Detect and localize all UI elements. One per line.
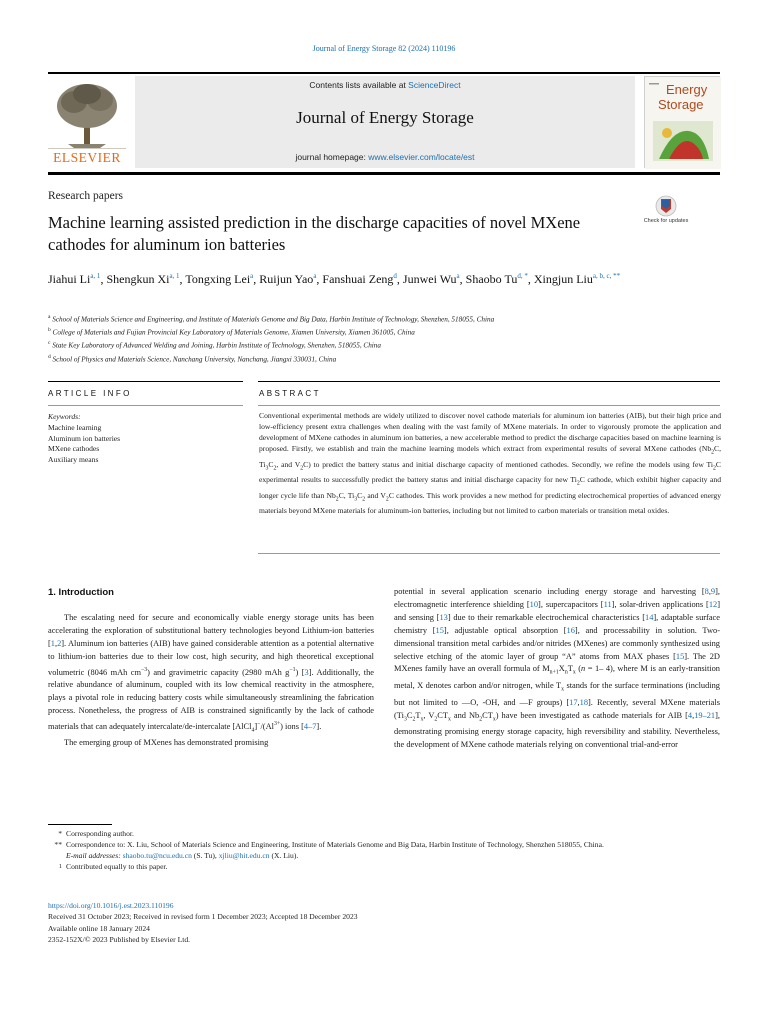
author-separator: , [253, 272, 260, 286]
abstract-text: Conventional experimental methods are widely utilized to discover novel cathode materials for aluminum ion batteries (AIB), but their high price and low-efficiency present extra challenges when dealing with the vast family of MXene materials. In order to vigorously promote the application and development of MXene cathodes in aluminum ion batteries, a new accelerable method to predict the discharge capacities based on machine learning is proposed. Firstly, we establish and train the machine learning models which extract from experimental results of several MXene cathodes ($Nb_2C$, $Ti_3C_2$, and $V_2C$) to predict the battery status and initial discharge capacity of mentioned cathodes. Secondly, we refine the models using few $Ti_2C$ experimental results to successfully predict the battery status and initial discharge capacity for new $Ti_2C$ cathode, which exhibit higher capacity and longer cycle life than $Nb_2C$, $Ti_3C_2$ and $V_2C$ cathodes. This work provides a new method for predicting electrochemical properties of advanced energy materials beyond MXene materials for aluminum-ion batteries, including but not limited to carbon materials or transition metal oxides. [259, 411, 721, 516]
citation-link[interactable]: 3 [304, 667, 309, 677]
abstract-bottom-rule [258, 553, 720, 554]
body-paragraph: The emerging group of MXenes has demonstrated promising [64, 738, 269, 748]
elsevier-logo [48, 78, 126, 166]
affiliation-text: School of Physics and Materials Science, Nanchang University, Nanchang, Jiangxi 330031, China [50, 354, 337, 363]
email-label: E-mail addresses: [66, 851, 123, 860]
publication-info [48, 900, 720, 946]
publisher-wordmark: ELSEVIER [53, 150, 121, 165]
body-paragraph: potential in several application scenario including energy storage and harvesting [8,9], electromagnetic interference shielding [10], supercapacitors [11], solar-driven applications [12] and sensing [13] due to their remarkable electrochemical characteristics [14], adaptable surface chemistry [15], adjustable optical absorption [16], and processability in solution. Two-dimensional transition metal carbides and/or nitrides (MXenes) are commonly synthesized using selective etching of the atomic layer of group “A” atoms from MAX phases [15]. The 2D MXenes family have an overall formula of $M_{n+1}X_nT_x$ (n = 1– 4), where M is an early-transition metal, X denotes carbon and/or nitrogen, while $T_x$ stands for the surface terminations (including but not limited to —O, -OH, and —F groups) [17,18]. Recently, several MXene materials ($Ti_3C_2T_x$, $V_2CT_x$ and $Nb_2CT_x$) have been investigated as cathode materials for AIB [4,19–21], demonstrating promising energy storage capacity, high reversibility and stability. Nevertheless, the development of MXene cathode materials relying on conventional trial-and-error [394, 587, 720, 749]
author-affiliation-marks[interactable]: a [456, 272, 460, 280]
author-affiliation-marks[interactable]: a [250, 272, 254, 280]
keywords-block [48, 412, 243, 466]
author-separator: , [316, 272, 323, 286]
copyright-notice: 2352-152X/© 2023 Published by Elsevier Ltd. [48, 935, 191, 945]
author-affiliation-marks[interactable]: d [393, 272, 397, 280]
footnote-text: Contributed equally to this paper. [66, 862, 168, 871]
author-affiliation-marks[interactable]: a, 1 [169, 272, 180, 280]
sciencedirect-link[interactable]: ScienceDirect [408, 80, 461, 90]
affiliation [48, 312, 720, 325]
affiliation [48, 352, 720, 365]
footnote-rule [48, 824, 112, 825]
affiliation [48, 338, 720, 351]
keywords-label: Keywords: [48, 412, 81, 421]
author-name: Shengkun Xi [106, 272, 170, 286]
running-header[interactable]: Journal of Energy Storage 82 (2024) 110196 [312, 44, 456, 53]
check-updates-label: Check for updates [643, 218, 689, 224]
contents-line [135, 80, 635, 90]
body-column-left [48, 612, 374, 750]
article-info-sub-rule [48, 405, 243, 406]
citation-link[interactable]: 2 [57, 638, 62, 648]
author-separator: , [459, 272, 466, 286]
affiliation-text: College of Materials and Fujian Provincial Key Laboratory of Materials Genome, Xiamen University, Xiamen 361005, China [50, 328, 415, 337]
citation-link[interactable]: 16 [566, 625, 575, 635]
email-link[interactable]: xjliu@hit.edu.cn [218, 851, 270, 860]
citation-link[interactable]: 4 [687, 710, 693, 720]
footnote-mark: ** [54, 840, 62, 849]
footnote [48, 828, 720, 839]
abstract-sub-rule [258, 405, 720, 406]
affiliation-text: State Key Laboratory of Advanced Welding and Joining, Harbin Institute of Technology, Shenzhen, 518055, China [50, 341, 381, 350]
footnote-emails [48, 850, 720, 861]
author-name: Junwei Wu [402, 272, 457, 286]
masthead-bottom-rule [48, 172, 720, 175]
citation-link[interactable]: 17 [569, 697, 578, 707]
author-list [48, 268, 648, 288]
citation-link[interactable]: 13 [439, 612, 448, 622]
keyword-item: Auxiliary means [48, 455, 99, 465]
citation-link[interactable]: 19–21 [694, 710, 716, 720]
citation-link[interactable]: 14 [645, 612, 654, 622]
homepage-line [135, 152, 635, 162]
article-info-top-rule [48, 381, 243, 382]
footnote-text: Correspondence to: X. Liu, School of Materials Science and Engineering, Institute of Materials Genome and Big Data, Harbin Institute of Technology, Shenzhen 518055, China. [66, 840, 604, 849]
author-affiliation-marks[interactable]: d, * [517, 272, 528, 280]
author-separator: , [100, 272, 107, 286]
masthead-top-rule [48, 72, 720, 74]
author-name: Fanshuai Zeng [322, 272, 394, 286]
journal-name: Journal of Energy Storage [296, 108, 474, 127]
author-name: Ruijun Yao [259, 272, 314, 286]
affiliation-mark: c [48, 340, 51, 347]
body-column-right [394, 586, 720, 752]
keyword-item: Machine learning [48, 422, 102, 432]
footnote [48, 861, 720, 875]
citation-link[interactable]: 11 [603, 599, 612, 609]
check-updates-icon [643, 194, 689, 232]
available-online: Available online 18 January 2024 [48, 923, 150, 933]
footnotes [48, 828, 720, 875]
author-name: Tongxing Lei [185, 272, 251, 286]
footnote [48, 839, 720, 850]
homepage-prefix: journal homepage: [295, 152, 369, 162]
doi-link[interactable]: https://doi.org/10.1016/j.est.2023.110196 [48, 901, 174, 910]
citation-link[interactable]: 10 [529, 599, 539, 609]
citation-link[interactable]: 18 [579, 697, 589, 707]
abstract-top-rule [258, 381, 720, 382]
author-affiliation-marks[interactable]: a, b, c, ** [592, 272, 621, 280]
footnote-text: Corresponding author. [66, 829, 134, 838]
article-type: Research papers [48, 190, 124, 202]
contents-prefix: Contents lists available at [309, 80, 409, 90]
citation-link[interactable]: 12 [708, 599, 718, 609]
author-affiliation-marks[interactable]: a, 1 [90, 272, 101, 280]
received-dates: Received 31 October 2023; Received in revised form 1 December 2023; Accepted 18 December 2023 [48, 912, 358, 922]
citation-link[interactable]: 9 [710, 587, 716, 596]
article-title: Machine learning assisted prediction in the discharge capacities of novel MXene cathodes for aluminum ion batteries [48, 213, 581, 254]
email-owner: (X. Liu). [269, 851, 299, 860]
affiliation-mark: b [48, 327, 51, 334]
author-separator: , [396, 272, 403, 286]
affiliation [48, 325, 720, 338]
footnote-mark: * [58, 829, 62, 838]
affiliation-mark: d [48, 353, 51, 360]
affiliation-text: School of Materials Science and Engineering, and Institute of Materials Genome and Big Data, Harbin Institute of Technology, Shenzhen, 518055, China [50, 315, 495, 324]
citation-link[interactable]: 15 [675, 651, 685, 661]
author-name: Shaobo Tu [465, 272, 518, 286]
footnote-mark: 1 [58, 863, 62, 870]
citation-link[interactable]: 1 [50, 638, 55, 648]
affiliation-list [48, 312, 720, 365]
author-separator: , [527, 272, 534, 286]
author-name: Jiahui Li [48, 272, 91, 286]
author-name: Xingjun Liu [533, 272, 593, 286]
article-info-heading: ARTICLE INFO [48, 389, 132, 398]
email-owner: (S. Tu), [191, 851, 219, 860]
cover-title-line1: Energy [666, 82, 708, 97]
citation-link[interactable]: 8 [704, 587, 709, 596]
author-affiliation-marks[interactable]: a [313, 272, 317, 280]
author-separator: , [179, 272, 186, 286]
email-link[interactable]: shaobo.tu@ncu.edu.cn [122, 851, 192, 860]
citation-link[interactable]: 15 [435, 625, 444, 635]
body-paragraph: The escalating need for secure and economically viable energy storage units has been accelerating the exploration of substitutional battery technologies beyond Lithium-ion batteries [1,2]. Aluminum ion batteries (AIB) have gained considerable attention as a potential alternative to lithium-ion batteries due to their low cost, high security, and high theoretical exceptional volumetric (8046 mAh $cm^{-3}$) and gravimetric capacity (2980 mAh $g^{-1}$) [3]. Additionally, the relative abundance of aluminum, coupled with its low chemical reactivity in the atmosphere, plays a pivotal role in reducing battery costs while simultaneously streamlining the fabrication process. Nonetheless, the progress of AIB is constrained significantly by the lack of cathode materials that can adequately intercalate/de-intercalate $[AlCl_4]^-/(Al^{3+})$ ions [4–7]. [48, 613, 375, 734]
citation-link[interactable]: 4–7 [303, 721, 317, 731]
keyword-item: Aluminum ion batteries [48, 433, 121, 443]
keyword-item: MXene cathodes [48, 444, 100, 454]
cover-title-line2: Storage [658, 97, 704, 112]
check-for-updates-badge[interactable] [643, 194, 689, 232]
journal-homepage-link[interactable]: www.elsevier.com/locate/est [368, 152, 475, 162]
affiliation-mark: a [48, 314, 51, 320]
elsevier-tree-emblem [48, 78, 126, 166]
introduction-heading: 1. Introduction [48, 587, 114, 598]
abstract-heading: ABSTRACT [259, 389, 321, 398]
